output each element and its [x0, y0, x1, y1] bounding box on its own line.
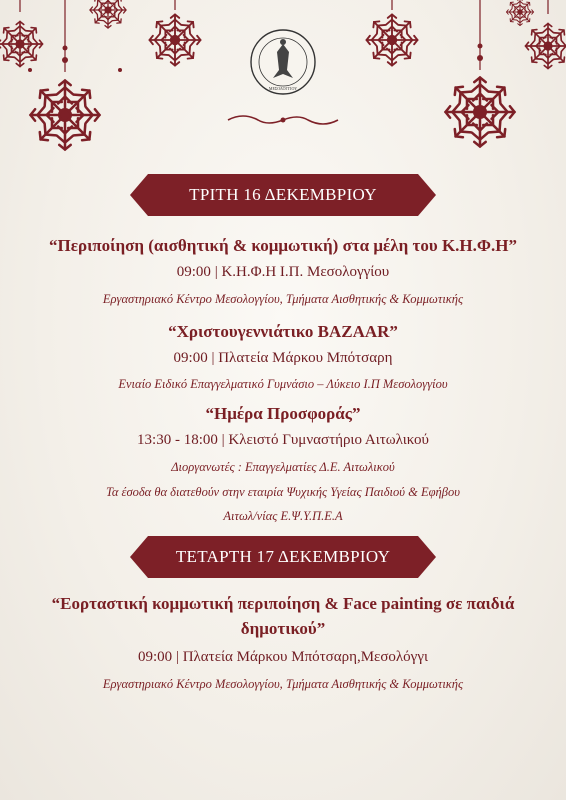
event-note: Αιτωλ/νίας Ε.Ψ.Υ.Π.Ε.Α	[223, 509, 343, 523]
event-place: Κλειστό Γυμναστήριο Αιτωλικού	[228, 432, 429, 448]
svg-text:ΜΕΣΟΛΟΓΓΙΟΥ: ΜΕΣΟΛΟΓΓΙΟΥ	[268, 86, 298, 91]
event-time-place	[0, 264, 566, 281]
event-time: 13:30 - 18:00	[137, 432, 218, 448]
event-title: “Χριστουγεννιάτικο BAZAAR”	[168, 322, 398, 341]
event-time: 09:00	[176, 264, 211, 280]
event-time-place	[0, 649, 566, 666]
event-time-place	[0, 432, 566, 449]
event-note: Ενιαίο Ειδικό Επαγγελματικό Γυμνάσιο – Λύκειο Ι.Π Μεσολογγίου	[118, 377, 448, 391]
event-title: “Ημέρα Προσφοράς”	[205, 404, 361, 423]
day-header-text: ΤΕΤΑΡΤΗ 17 ΔΕΚΕΜΒΡΙΟΥ	[175, 547, 391, 566]
event-title: “Περιποίηση (αισθητική & κομμωτική) στα μέλη του Κ.Η.Φ.Η”	[49, 236, 517, 255]
event-note: Εργαστηριακό Κέντρο Μεσολογγίου, Τμήματα Αισθητικής & Κομμωτικής	[102, 292, 464, 306]
event-note: Διοργανωτές : Επαγγελματίες Δ.Ε. Αιτωλικού	[171, 460, 395, 474]
separator: |	[214, 264, 218, 280]
event-place: Πλατεία Μάρκου Μπότσαρη	[218, 350, 393, 366]
day-header-text: ΤΡΙΤΗ 16 ΔΕΚΕΜΒΡΙΟΥ	[189, 185, 377, 204]
event-title: “Εορταστική κομμωτική περιποίηση & Face painting σε παιδιά	[51, 594, 515, 613]
event-time: 09:00	[173, 350, 208, 366]
event-time-place	[0, 350, 566, 367]
separator: |	[221, 432, 225, 448]
separator: |	[175, 649, 179, 665]
event-place: Πλατεία Μάρκου Μπότσαρη,Μεσολόγγι	[182, 649, 428, 665]
event-time: 09:00	[138, 649, 173, 665]
day-header-banner	[130, 536, 436, 578]
day-header-banner	[130, 174, 436, 216]
event-note: Εργαστηριακό Κέντρο Μεσολογγίου, Τμήματα Αισθητικής & Κομμωτικής	[102, 677, 464, 691]
event-note: Τα έσοδα θα διατεθούν στην εταιρία Ψυχικής Υγείας Παιδιού & Εφήβου	[106, 485, 460, 499]
event-title: δημοτικού”	[240, 619, 326, 638]
separator: |	[211, 350, 215, 366]
event-place: Κ.Η.Φ.Η Ι.Π. Μεσολογγίου	[221, 264, 390, 280]
municipal-seal-icon	[249, 28, 317, 96]
